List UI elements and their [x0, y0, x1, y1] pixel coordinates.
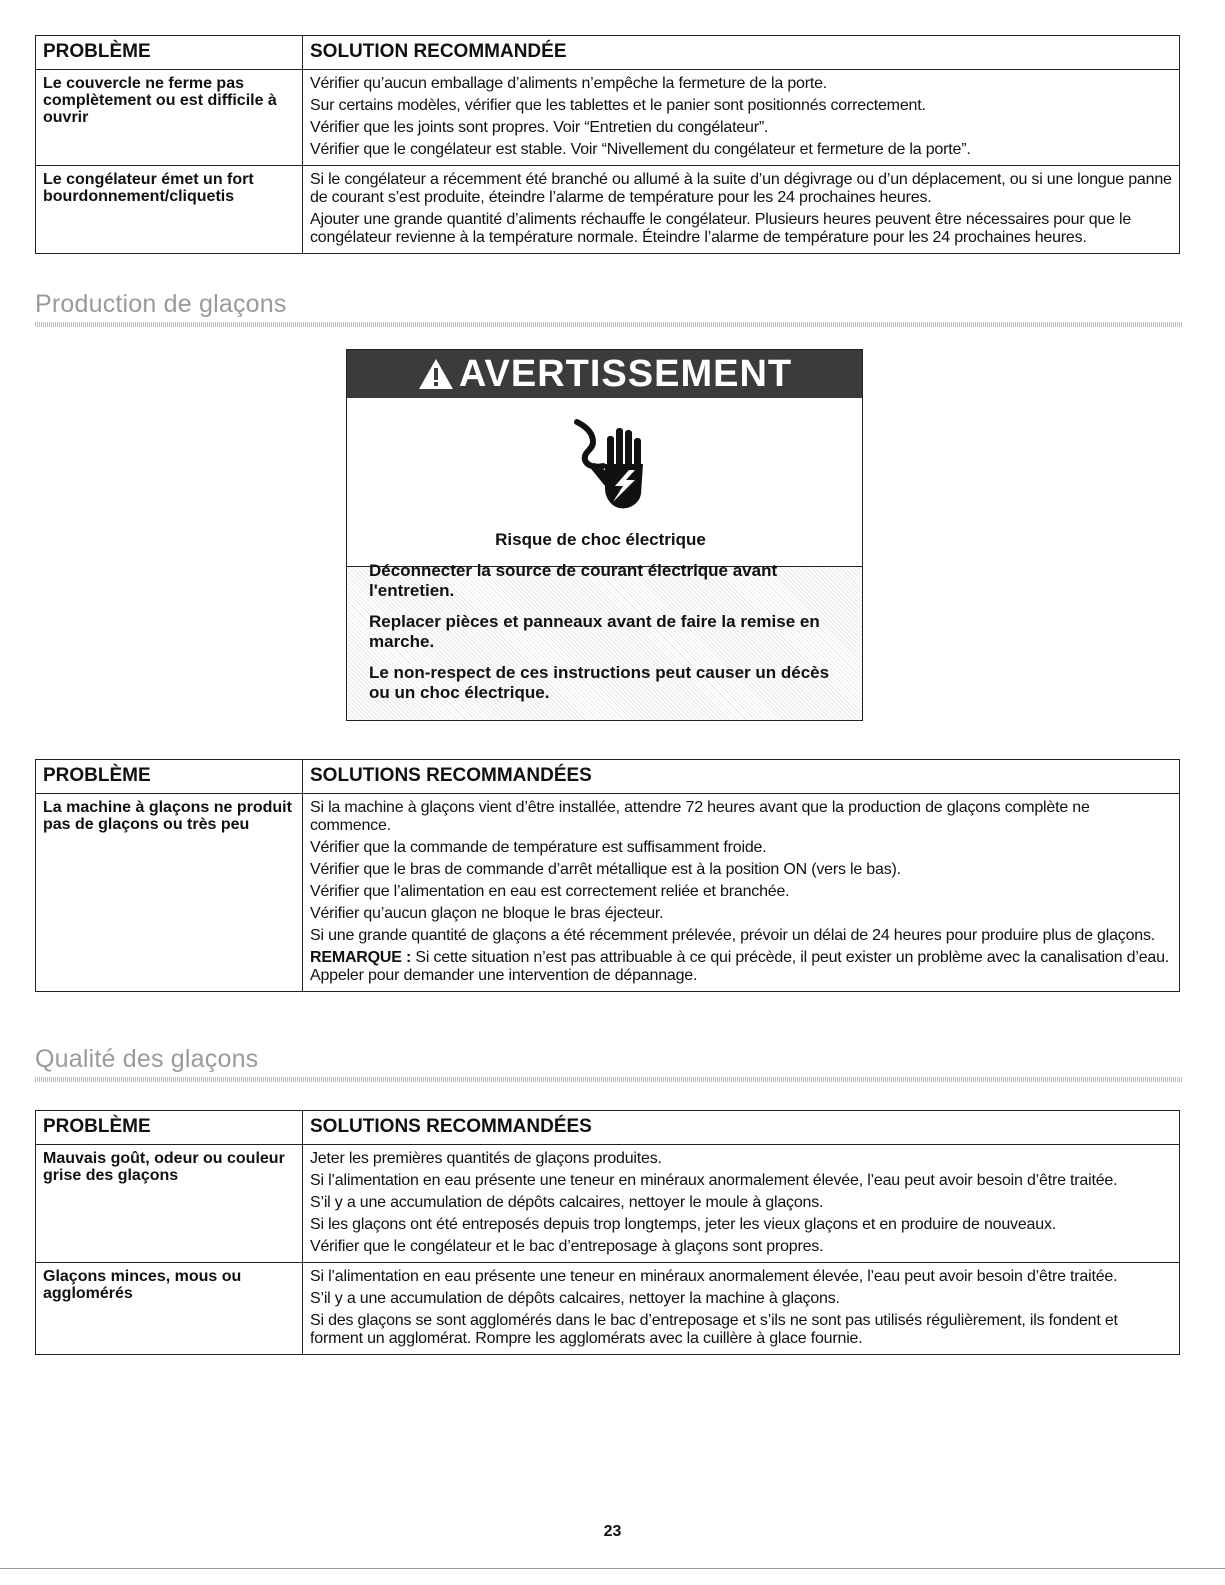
warning-title: AVERTISSEMENT — [458, 352, 793, 395]
warning-text — [369, 530, 832, 714]
solution-line: Si l’alimentation en eau présente une teneur en minéraux anormalement élevée, l’eau peut avoir besoin d’être traitée. — [310, 1172, 1118, 1189]
solution-line: Si les glaçons ont été entreposés depuis trop longtemps, jeter les vieux glaçons et en produire de nouveaux. — [310, 1216, 1056, 1233]
electric-shock-hand-icon — [569, 416, 649, 516]
solution-line: S’il y a une accumulation de dépôts calcaires, nettoyer le moule à glaçons. — [310, 1194, 824, 1211]
header-solution: SOLUTIONS RECOMMANDÉES — [303, 760, 1180, 794]
solution-line: Si le congélateur a récemment été branché ou allumé à la suite d’un dégivrage ou d’un déplacement, ou si une longue panne de courant s’est produite, éteindre l’alarme de température pour les 24 prochaines heures. — [310, 171, 1172, 206]
solution-line: Si la machine à glaçons vient d’être installée, attendre 72 heures avant que la production de glaçons complète ne commence. — [310, 799, 1090, 834]
solution-line: Vérifier que l’alimentation en eau est correctement reliée et branchée. — [310, 883, 790, 900]
warning-box — [346, 349, 863, 721]
solution-cell — [303, 794, 1180, 992]
note-line — [310, 949, 1172, 985]
header-solution: SOLUTIONS RECOMMANDÉES — [303, 1111, 1180, 1145]
troubleshooting-table-freezer — [35, 35, 1180, 254]
header-problem: PROBLÈME — [36, 1111, 303, 1145]
problem-cell: La machine à glaçons ne produit pas de glaçons ou très peu — [36, 794, 303, 992]
problem-cell: Glaçons minces, mous ou agglomérés — [36, 1263, 303, 1355]
warning-line: Replacer pièces et panneaux avant de faire la remise en marche. — [369, 612, 820, 651]
note-text: Si cette situation n’est pas attribuable à ce qui précède, il peut exister un problème avec la canalisation d’eau. Appeler pour demander une intervention de dépannage. — [310, 949, 1170, 984]
problem-cell: Le congélateur émet un fort bourdonnement/cliquetis — [36, 166, 303, 254]
bottom-divider — [0, 1568, 1225, 1569]
solution-line: Ajouter une grande quantité d’aliments réchauffe le congélateur. Plusieurs heures peuvent être nécessaires pour que le congélateur revienne à la température normale. Éteindre l’alarme de température pour les 24 prochaines heures. — [310, 211, 1132, 246]
section-divider — [35, 322, 1183, 327]
solution-line: Sur certains modèles, vérifier que les tablettes et le panier sont positionnés correctement. — [310, 97, 926, 114]
troubleshooting-table-ice-quality — [35, 1110, 1180, 1355]
solution-line: Vérifier que le congélateur et le bac d’entreposage à glaçons sont propres. — [310, 1238, 824, 1255]
solution-line: Si des glaçons se sont agglomérés dans le bac d’entreposage et s’ils ne sont pas utilisés régulièrement, ils fondent et forment un agglomérat. Rompre les agglomérats avec la cuillère à glace fournie. — [310, 1312, 1118, 1347]
warning-triangle-icon — [417, 357, 455, 391]
table-row — [36, 1263, 1180, 1355]
problem-cell: Le couvercle ne ferme pas complètement ou est difficile à ouvrir — [36, 70, 303, 166]
problem-cell: Mauvais goût, odeur ou couleur grise des glaçons — [36, 1145, 303, 1263]
solution-line: Si l’alimentation en eau présente une teneur en minéraux anormalement élevée, l’eau peut avoir besoin d’être traitée. — [310, 1268, 1118, 1285]
warning-line: Déconnecter la source de courant électrique avant l'entretien. — [369, 561, 778, 600]
header-problem: PROBLÈME — [36, 760, 303, 794]
troubleshooting-table-ice-production — [35, 759, 1180, 992]
solution-line: Vérifier que le congélateur est stable. Voir “Nivellement du congélateur et fermeture de la porte”. — [310, 141, 971, 158]
solution-line: Vérifier que la commande de température est suffisamment froide. — [310, 839, 767, 856]
warning-line: Le non-respect de ces instructions peut causer un décès ou un choc électrique. — [369, 663, 830, 702]
section-heading-ice-quality: Qualité des glaçons — [35, 1045, 259, 1073]
solution-cell — [303, 166, 1180, 254]
warning-banner — [347, 350, 862, 398]
table-row — [36, 166, 1180, 254]
page-number: 23 — [603, 1523, 622, 1540]
table-row — [36, 794, 1180, 992]
solution-cell — [303, 1145, 1180, 1263]
note-label: REMARQUE : — [310, 949, 412, 966]
solution-line: Vérifier que le bras de commande d’arrêt métallique est à la position ON (vers le bas). — [310, 861, 901, 878]
section-heading-ice-production: Production de glaçons — [35, 290, 287, 318]
table-row — [36, 1145, 1180, 1263]
solution-line: Si une grande quantité de glaçons a été récemment prélevée, prévoir un délai de 24 heures pour produire plus de glaçons. — [310, 927, 1156, 944]
section-divider — [35, 1077, 1183, 1082]
solution-cell — [303, 70, 1180, 166]
header-solution: SOLUTION RECOMMANDÉE — [303, 36, 1180, 70]
solution-cell — [303, 1263, 1180, 1355]
solution-line: Vérifier qu’aucun glaçon ne bloque le bras éjecteur. — [310, 905, 664, 922]
table-row — [36, 70, 1180, 166]
solution-line: Jeter les premières quantités de glaçons produites. — [310, 1150, 662, 1167]
solution-line: S’il y a une accumulation de dépôts calcaires, nettoyer la machine à glaçons. — [310, 1290, 840, 1307]
solution-line: Vérifier qu’aucun emballage d’aliments n’empêche la fermeture de la porte. — [310, 75, 828, 92]
solution-line: Vérifier que les joints sont propres. Voir “Entretien du congélateur”. — [310, 119, 769, 136]
warning-risk: Risque de choc électrique — [495, 530, 706, 549]
header-problem: PROBLÈME — [36, 36, 303, 70]
